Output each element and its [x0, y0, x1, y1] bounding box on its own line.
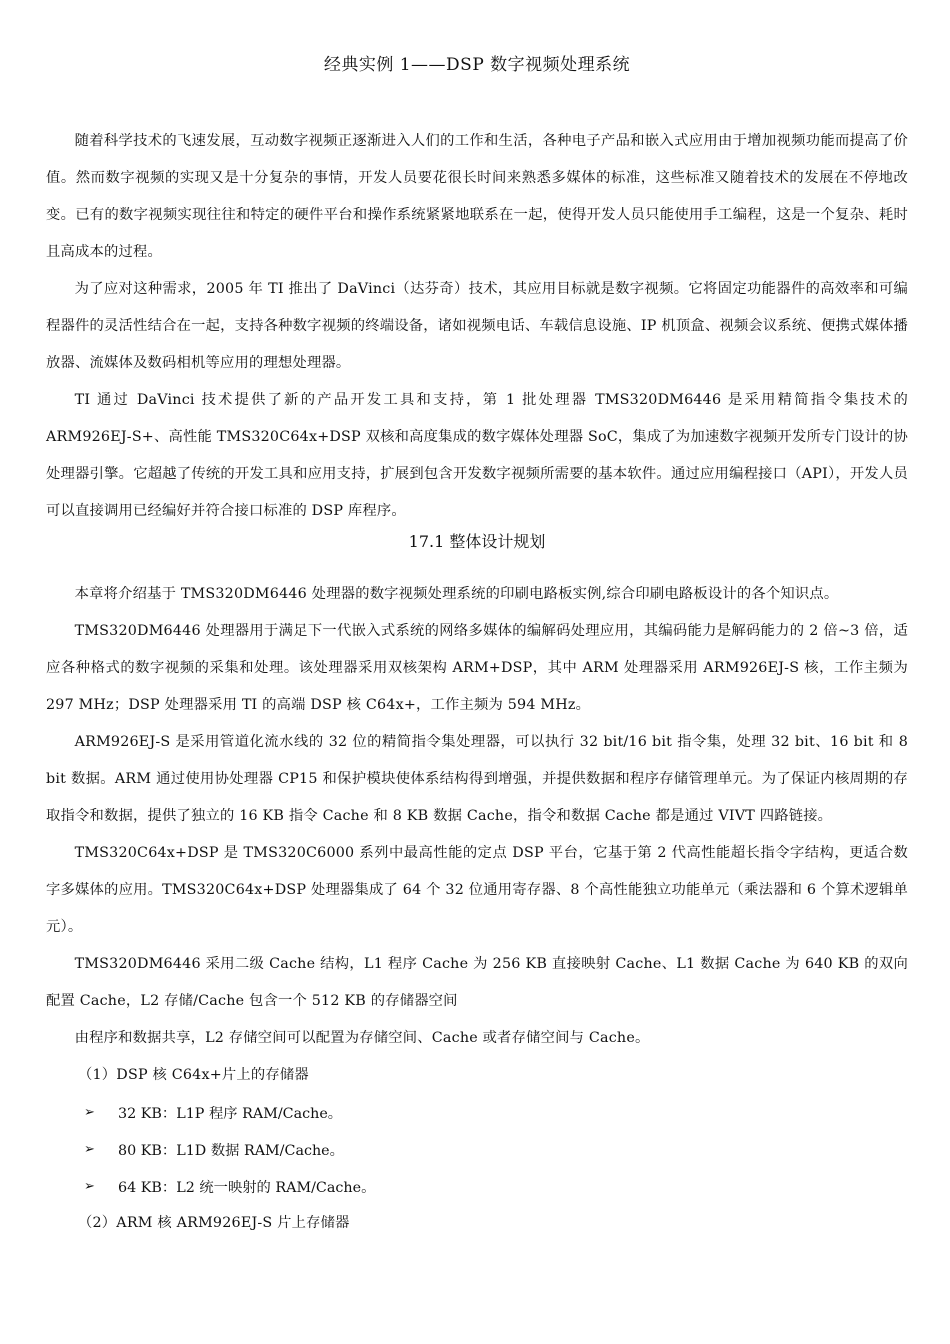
- document-page: [46, 50, 908, 1242]
- arrow-bullet-icon: ➢: [84, 1142, 95, 1157]
- body-paragraph: TMS320DM6446 采用二级 Cache 结构，L1 程序 Cache 为 256 KB 直接映射 Cache、L1 数据 Cache 为 640 KB 的双向配置 Cache，L2 存储/Cache 包含一个 512 KB 的存储器空间: [46, 956, 908, 1009]
- list-item: [46, 1168, 908, 1205]
- arrow-bullet-icon: ➢: [84, 1179, 95, 1194]
- body-paragraph: 本章将介绍基于 TMS320DM6446 处理器的数字视频处理系统的印刷电路板实例,综合印刷电路板设计的各个知识点。: [74, 586, 839, 602]
- list-item-text: 32 KB：L1P 程序 RAM/Cache。: [118, 1105, 343, 1122]
- body-paragraph: ARM926EJ-S 是采用管道化流水线的 32 位的精简指令集处理器，可以执行 32 bit/16 bit 指令集，处理 32 bit、16 bit 和 8 bit 数据。ARM 通过使用协处理器 CP15 和保护模块使体系结构得到增强，并提供数据和程序存储管理单元。为了保证内核周期的存取指令和数据，提供了独立的 16 KB 指令 Cache 和 8 KB 数据 Cache，指令和数据 Cache 都是通过 VIVT 四路链接。: [46, 734, 908, 824]
- intro-paragraph: TI 通过 DaVinci 技术提供了新的产品开发工具和支持，第 1 批处理器 TMS320DM6446 是采用精简指令集技术的 ARM926EJ-S+、高性能 TMS320C64x+DSP 双核和高度集成的数字媒体处理器 SoC，集成了为加速数字视频开发所专门设计的协处理器引擎。它超越了传统的开发工具和应用支持，扩展到包含开发数字视频所需要的基本软件。通过应用编程接口（API），开发人员可以直接调用已经编好并符合接口标准的 DSP 库程序。: [46, 392, 908, 519]
- list-item-text: 80 KB：L1D 数据 RAM/Cache。: [118, 1142, 344, 1159]
- body-paragraph: TMS320C64x+DSP 是 TMS320C6000 系列中最高性能的定点 DSP 平台，它基于第 2 代高性能超长指令字结构，更适合数字多媒体的应用。TMS320C64x+DSP 处理器集成了 64 个 32 位通用寄存器、8 个高性能独立功能单元（乘法器和 6 个算术逻辑单元）。: [46, 845, 908, 935]
- body-paragraph: TMS320DM6446 处理器用于满足下一代嵌入式系统的网络多媒体的编解码处理应用，其编码能力是解码能力的 2 倍~3 倍，适应各种格式的数字视频的采集和处理。该处理器采用双核架构 ARM+DSP，其中 ARM 处理器采用 ARM926EJ-S 核，工作主频为 297 MHz；DSP 处理器采用 TI 的高端 DSP 核 C64x+，工作主频为 594 MHz。: [46, 623, 908, 713]
- list-heading: （1）DSP 核 C64x+片上的存储器: [78, 1067, 309, 1083]
- section-heading: 17.1 整体设计规划: [408, 532, 546, 551]
- intro-paragraph: 为了应对这种需求，2005 年 TI 推出了 DaVinci（达芬奇）技术，其应用目标就是数字视频。它将固定功能器件的高效率和可编程器件的灵活性结合在一起，支持各种数字视频的终端设备，诸如视频电话、车载信息设施、IP 机顶盒、视频会议系统、便携式媒体播放器、流媒体及数码相机等应用的理想处理器。: [46, 281, 908, 371]
- arrow-bullet-icon: ➢: [84, 1105, 95, 1120]
- list-item-text: 64 KB：L2 统一映射的 RAM/Cache。: [118, 1179, 376, 1196]
- list-heading: （2）ARM 核 ARM926EJ-S 片上存储器: [78, 1215, 350, 1231]
- body-paragraph: 由程序和数据共享，L2 存储空间可以配置为存储空间、Cache 或者存储空间与 Cache。: [74, 1030, 650, 1046]
- list-item: [46, 1094, 908, 1131]
- list-item: [46, 1131, 908, 1168]
- intro-paragraph: 随着科学技术的飞速发展，互动数字视频正逐渐进入人们的工作和生活，各种电子产品和嵌入式应用由于增加视频功能而提高了价值。然而数字视频的实现又是十分复杂的事情，开发人员要花很长时间来熟悉多媒体的标准，这些标准又随着技术的发展在不停地改变。已有的数字视频实现往往和特定的硬件平台和操作系统紧紧地联系在一起，使得开发人员只能使用手工编程，这是一个复杂、耗时且高成本的过程。: [46, 133, 908, 260]
- document-title: 经典实例 1——DSP 数字视频处理系统: [323, 55, 631, 75]
